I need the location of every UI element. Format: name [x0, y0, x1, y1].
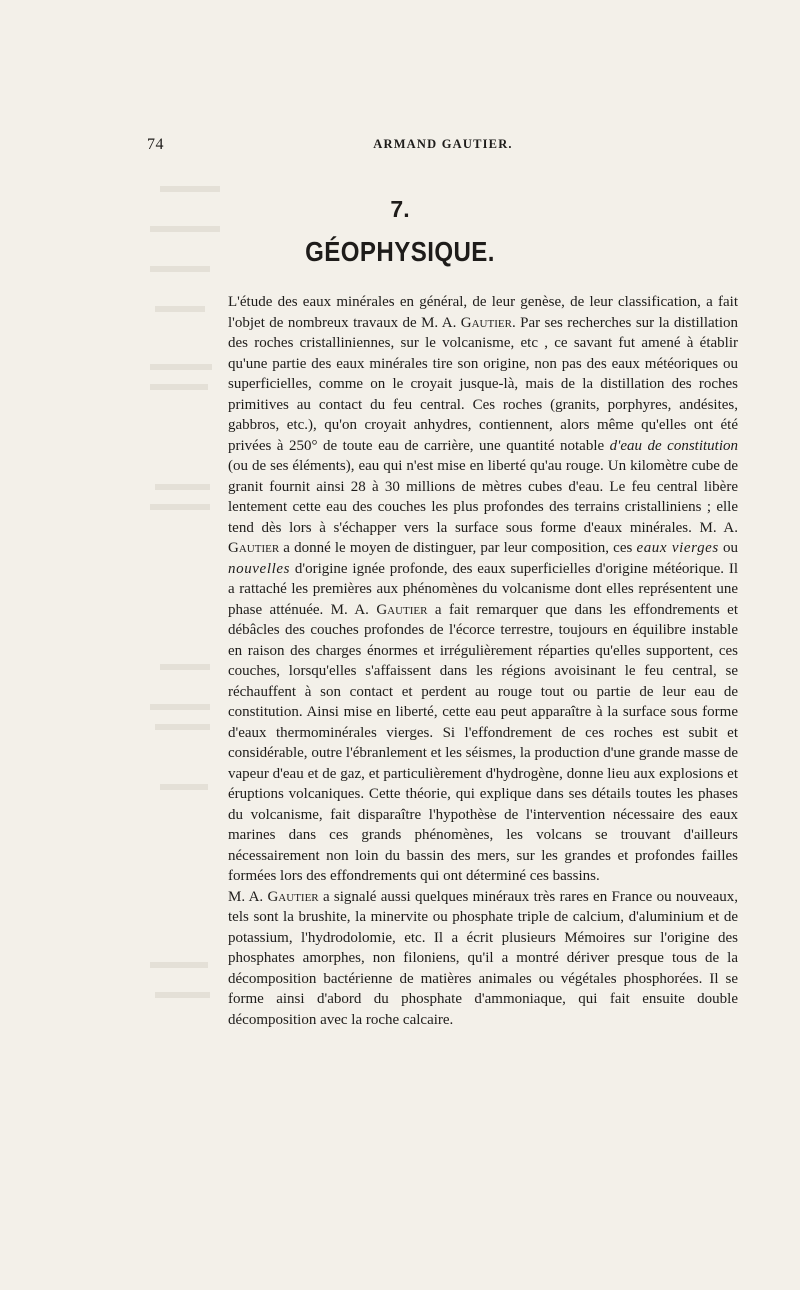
text-run: a donné le moyen de distinguer, par leur composition, ces [279, 540, 637, 556]
text-run: L'étude des eaux minérales en général, de leur genèse, de leur classification, a fait l'objet de nombreux travaux de M. A. [228, 294, 738, 331]
paragraph [228, 887, 738, 1031]
emphasis-text: eaux vierges [636, 540, 719, 556]
text-run: . Par ses recherches sur la distillation des roches cristalliniennes, sur le volcanisme, etc , ce savant fut amené à établir qu'une partie des eaux minérales tire son origine, non pas des eaux météoriques ou superficielles, comme on le croyait jusque-là, mais de la distillation des roches primitives au contact du feu central. Ces roches (granits, porphyres, andésites, gabbros, etc.), qu'on croyait anhydres, contiennent, alors même qu'elles ont été privées à 250° de toute eau de carrière, une quantité notable [228, 314, 738, 454]
page-number: 74 [147, 136, 164, 153]
running-title: ARMAND GAUTIER. [373, 137, 513, 151]
text-run: a fait remarquer que dans les effondrements et débâcles des couches profondes de l'écorce terrestre, toujours en équilibre instable en raison des charges énormes et irrégulièrement réparties qu'elles supportent, ces couches, lorsqu'elles s'affaissent dans les régions avoisinant le feu central, se réchauffent à son contact et perdent au rouge tout ou partie de leur eau de constitution. Ainsi mise en liberté, cette eau peut apparaître à la surface sous forme d'eaux thermominérales vierges. Si l'effondrement de ces roches est subit et considérable, outre l'ébranlement et les séismes, la production d'une grande masse de vapeur d'eau et de gaz, et particulièrement d'hydrogène, donne lieu aux explosions et éruptions volcaniques. Cette théorie, qui explique dans ses détails toutes les phases du volcanisme, fait disparaître l'hypothèse de l'intervention nécessaire des eaux marines dans ces grands phénomènes, les volcans se trouvant d'ailleurs nécessairement non loin du bassin des mers, sur les grandes et profondes failles formées lors des effondrements qui ont déterminé ces bassins. [228, 601, 738, 884]
emphasis-text: d'eau de constitution [609, 437, 738, 454]
author-name: Gautier [376, 601, 428, 618]
paragraph [228, 292, 738, 887]
author-name: Gautier [228, 540, 280, 556]
text-run: ou [718, 540, 739, 556]
running-head [147, 136, 739, 156]
text-run: a signalé aussi quelques minéraux très rares en France ou nouveaux, tels sont la brushite, la minervite ou phosphate triple de calcium, d'aluminium et de potassium, l'hydrodolomie, etc. Il a écrit plusieurs Mémoires sur l'origine des phosphates amorphes, non filoniens, qu'il a montré dériver presque tous de la décomposition bactérienne de matières animales ou végétales phosphorées. Il se forme ainsi d'abord du phosphate d'ammoniaque, qui fait ensuite double décomposition avec la roche calcaire. [228, 888, 738, 1028]
text-run: d'origine ignée profonde, des eaux superficielles d'origine météorique. Il a rattaché les premières aux phénomènes du volcanisme dont elles représentent une phase atténuée. M. A. [228, 560, 738, 618]
text-run: M. A. [228, 888, 268, 905]
body-text [228, 292, 738, 1030]
section-number: 7. [390, 196, 410, 222]
text-run: (ou de ses éléments), eau qui n'est mise en liberté qu'au rouge. Un kilomètre cube de granit fournit ainsi 28 à 30 millions de mètres cubes d'eau. Le feu central libère lentement cette eau des couches les plus profondes des terrains cristalliniens ; elle tend dès lors à s'échapper vers la surface sous forme d'eaux minérales. M. A. [228, 458, 738, 536]
author-name: Gautier [267, 888, 319, 905]
author-name: Gautier [460, 314, 512, 331]
section-title: GÉOPHYSIQUE. [305, 236, 495, 267]
emphasis-text: nouvelles [228, 560, 291, 577]
